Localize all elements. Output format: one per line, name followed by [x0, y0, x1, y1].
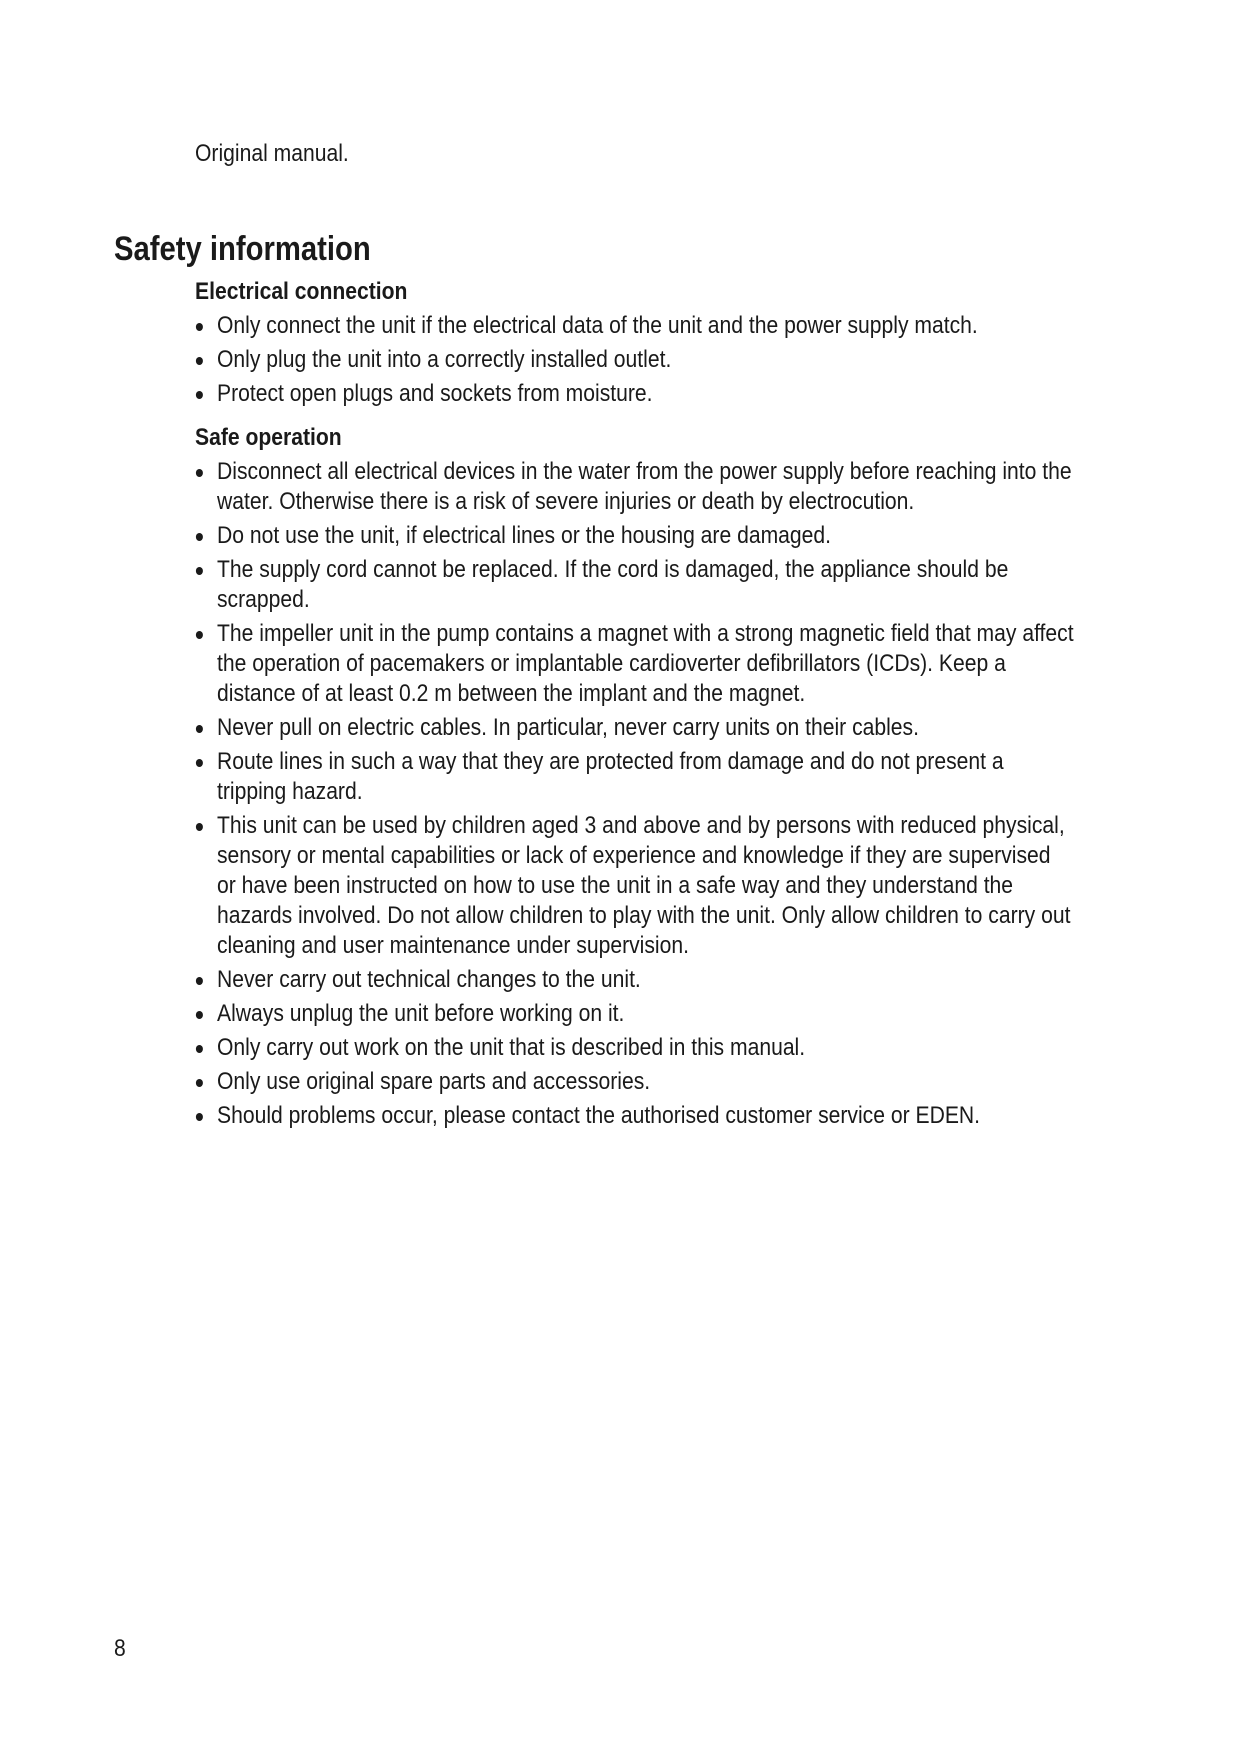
- bullet-icon: [196, 533, 203, 541]
- list-item: Only connect the unit if the electrical data of the unit and the power supply match.: [195, 311, 1075, 341]
- bullet-icon: [196, 759, 203, 767]
- bullet-icon: [196, 357, 203, 365]
- section-title: Safety information: [114, 230, 371, 268]
- bullet-icon: [196, 1079, 203, 1087]
- bullet-icon: [196, 1011, 203, 1019]
- list-item: Disconnect all electrical devices in the water from the power supply before reaching into the water. Otherwise there is a risk of severe injuries or death by electrocution.: [195, 457, 1075, 517]
- list-item: Only use original spare parts and accessories.: [195, 1067, 1075, 1097]
- bullet-icon: [196, 977, 203, 985]
- safe-operation-list: [195, 457, 1075, 1131]
- safety-content: [195, 277, 1075, 1135]
- list-item: Only carry out work on the unit that is described in this manual.: [195, 1033, 1075, 1063]
- list-item: Never carry out technical changes to the unit.: [195, 965, 1075, 995]
- bullet-icon: [196, 725, 203, 733]
- list-item: This unit can be used by children aged 3 and above and by persons with reduced physical, sensory or mental capabilities or lack of experience and knowledge if they are supervised or have been instructed on how to use the unit in a safe way and they understand the hazards involved. Do not allow children to play with the unit. Only allow children to carry out cleaning and user maintenance under supervision.: [195, 811, 1075, 961]
- list-item: Route lines in such a way that they are protected from damage and do not present a tripping hazard.: [195, 747, 1075, 807]
- page-number: 8: [114, 1635, 126, 1662]
- bullet-icon: [196, 323, 203, 331]
- list-item: Should problems occur, please contact the authorised customer service or EDEN.: [195, 1101, 1075, 1131]
- electrical-connection-heading: Electrical connection: [195, 278, 408, 305]
- bullet-icon: [196, 1045, 203, 1053]
- list-item: Only plug the unit into a correctly installed outlet.: [195, 345, 1075, 375]
- list-item: Always unplug the unit before working on it.: [195, 999, 1075, 1029]
- electrical-connection-list: [195, 311, 1075, 409]
- bullet-icon: [196, 1113, 203, 1121]
- bullet-icon: [196, 631, 203, 639]
- list-item: Do not use the unit, if electrical lines or the housing are damaged.: [195, 521, 1075, 551]
- list-item: The impeller unit in the pump contains a magnet with a strong magnetic field that may affect the operation of pacemakers or implantable cardioverter defibrillators (ICDs). Keep a distance of at least 0.2 m between the implant and the magnet.: [195, 619, 1075, 709]
- list-item: Protect open plugs and sockets from moisture.: [195, 379, 1075, 409]
- list-item: Never pull on electric cables. In particular, never carry units on their cables.: [195, 713, 1075, 743]
- bullet-icon: [196, 567, 203, 575]
- intro-text: Original manual.: [195, 140, 349, 167]
- bullet-icon: [196, 823, 203, 831]
- bullet-icon: [196, 469, 203, 477]
- list-item: The supply cord cannot be replaced. If the cord is damaged, the appliance should be scrapped.: [195, 555, 1075, 615]
- bullet-icon: [196, 391, 203, 399]
- safe-operation-heading: Safe operation: [195, 424, 342, 451]
